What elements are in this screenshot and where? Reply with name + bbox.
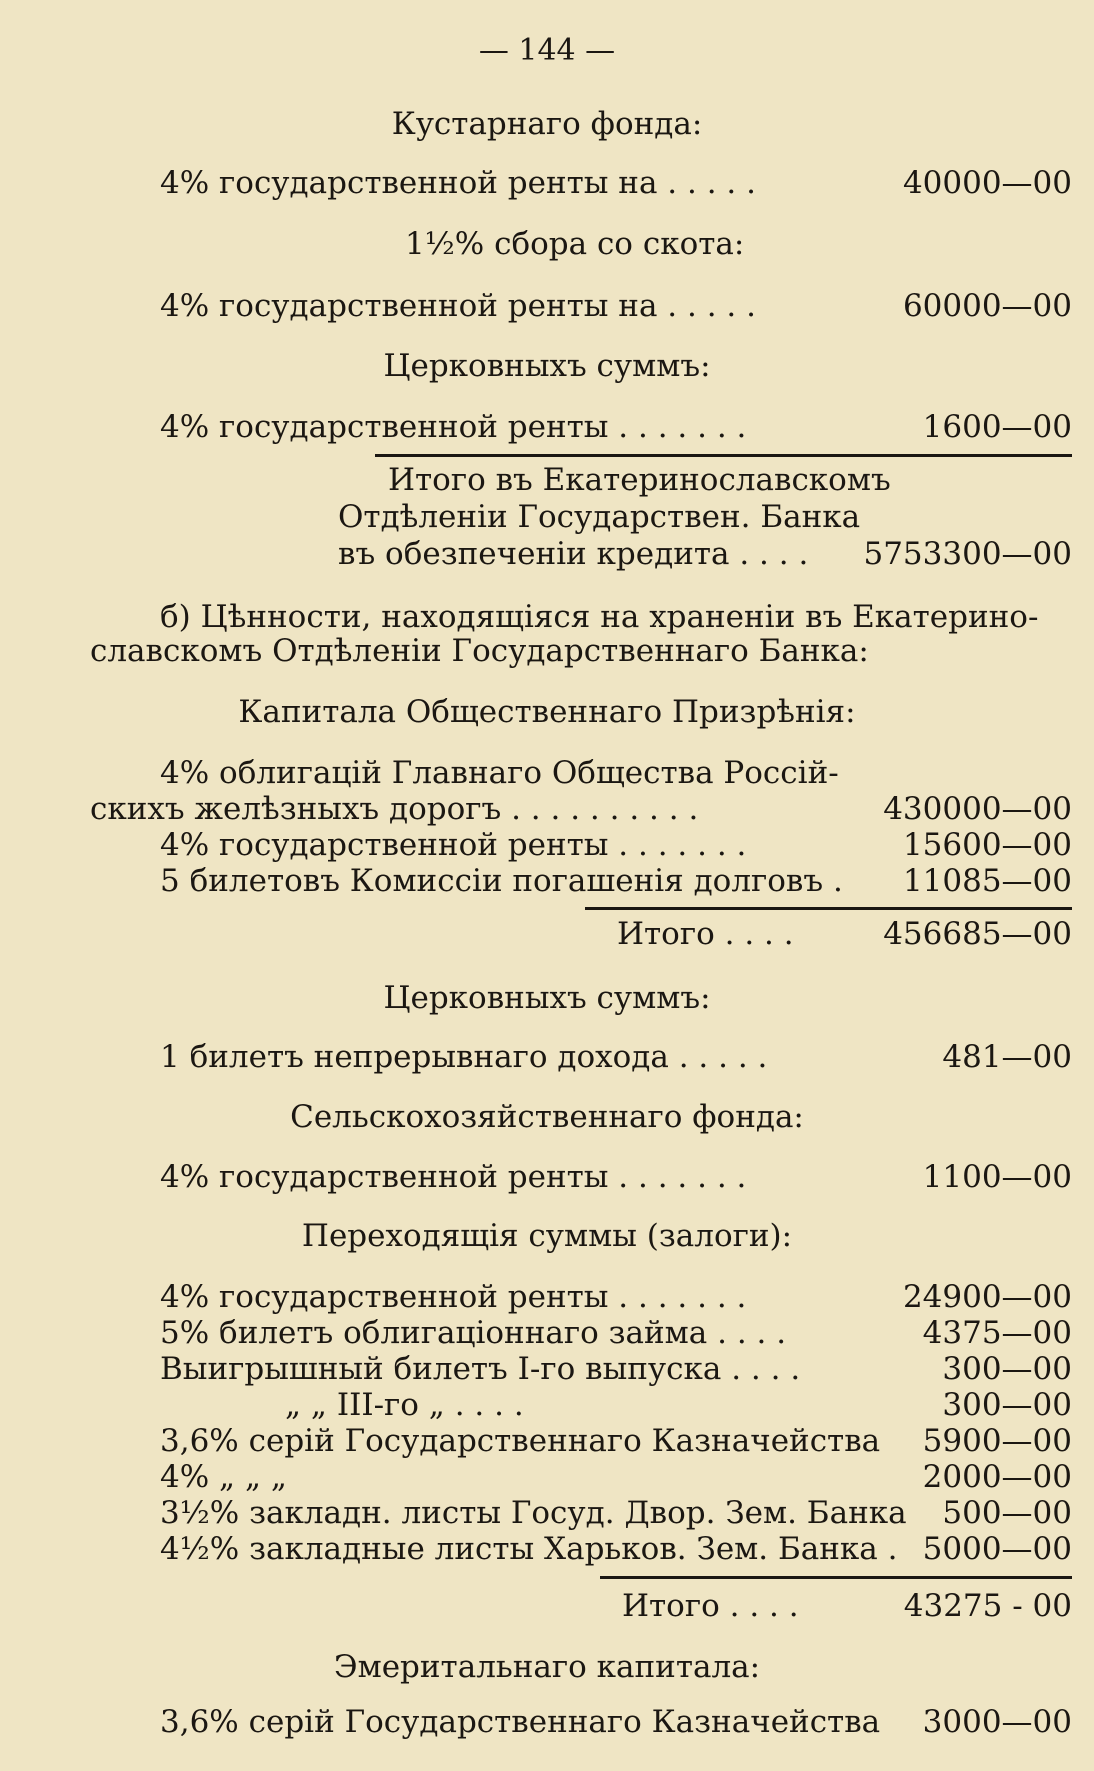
total-ekat-line2: Отдѣленіи Государствен. Банка xyxy=(338,499,861,535)
transit-total-amount: 43275 - 00 xyxy=(903,1588,1072,1624)
section-heading-transit: Переходящія суммы (залоги): xyxy=(301,1218,793,1254)
row-amount: 5900—00 xyxy=(922,1423,1072,1459)
row-label: 4% государственной ренты на . . . . . xyxy=(160,165,756,201)
row-amount: 500—00 xyxy=(942,1495,1072,1531)
row-amount: 300—00 xyxy=(942,1387,1072,1423)
row-amount: 24900—00 xyxy=(902,1279,1072,1315)
section-heading-kustar: Кустарнаго фонда: xyxy=(391,106,703,142)
section-heading-cattle: 1½% сбора со скота: xyxy=(405,226,745,262)
section-heading-agri: Сельскохозяйственнаго фонда: xyxy=(290,1099,804,1135)
total-rule xyxy=(375,454,1072,457)
row-amount: 4375—00 xyxy=(922,1315,1072,1351)
row-label: 4% государственной ренты на . . . . . xyxy=(160,288,756,324)
total-ekat-amount: 5753300—00 xyxy=(863,536,1072,572)
row-amount: 60000—00 xyxy=(902,288,1072,324)
row-label: 4% облигацій Главнаго Общества Россій- xyxy=(160,755,839,791)
row-label: 4% „ „ „ xyxy=(160,1459,287,1495)
row-amount: 1100—00 xyxy=(922,1159,1072,1195)
row-amount: 40000—00 xyxy=(902,165,1072,201)
row-amount: 3000—00 xyxy=(922,1704,1072,1740)
row-label: 4% государственной ренты . . . . . . . xyxy=(160,409,747,445)
section-heading-charity: Капитала Общественнаго Призрѣнія: xyxy=(238,694,856,730)
row-amount: 15600—00 xyxy=(902,827,1072,863)
total-rule xyxy=(585,907,1072,910)
row-label: 4% государственной ренты . . . . . . . xyxy=(160,1159,747,1195)
row-label: 4% государственной ренты . . . . . . . xyxy=(160,827,747,863)
section-b-intro-line2: славскомъ Отдѣленіи Государственнаго Банка: xyxy=(90,633,869,669)
total-ekat-line3: въ обезпеченіи кредита . . . . xyxy=(338,536,809,572)
row-label: 5 билетовъ Комиссіи погашенія долговъ . xyxy=(160,863,843,899)
section-heading-church: Церковныхъ суммъ: xyxy=(383,348,711,384)
row-amount: 300—00 xyxy=(942,1351,1072,1387)
row-label: 4% государственной ренты . . . . . . . xyxy=(160,1279,747,1315)
section-b-intro-line1: б) Цѣнности, находящіяся на храненіи въ Екатерино- xyxy=(160,599,1039,635)
row-label: 3,6% серій Государственнаго Казначейства xyxy=(160,1704,881,1740)
row-amount: 430000—00 xyxy=(883,791,1072,827)
row-label: 4½% закладные листы Харьков. Зем. Банка . xyxy=(160,1531,898,1567)
row-label: 5% билетъ облигаціоннаго займа . . . . xyxy=(160,1315,787,1351)
page-number: — 144 — xyxy=(478,33,616,68)
row-label: „ „ III-го „ . . . . xyxy=(285,1387,524,1423)
row-label: скихъ желѣзныхъ дорогъ . . . . . . . . . . xyxy=(90,791,699,827)
row-label: 3½% закладн. листы Госуд. Двор. Зем. Банка xyxy=(160,1495,907,1531)
row-amount: 481—00 xyxy=(942,1039,1072,1075)
row-label: 1 билетъ непрерывнаго дохода . . . . . xyxy=(160,1039,768,1075)
charity-total-label: Итого . . . . xyxy=(617,916,794,952)
charity-total-amount: 456685—00 xyxy=(883,916,1072,952)
row-amount: 11085—00 xyxy=(902,863,1072,899)
total-rule xyxy=(600,1576,1072,1579)
row-amount: 2000—00 xyxy=(922,1459,1072,1495)
section-heading-emerit: Эмеритальнаго капитала: xyxy=(333,1649,761,1685)
total-ekat-line1: Итого въ Екатеринославскомъ xyxy=(388,462,891,498)
transit-total-label: Итого . . . . xyxy=(622,1588,799,1624)
row-label: Выигрышный билетъ I-го выпуска . . . . xyxy=(160,1351,801,1387)
row-label: 3,6% серій Государственнаго Казначейства xyxy=(160,1423,881,1459)
section-heading-church: Церковныхъ суммъ: xyxy=(383,980,711,1016)
row-amount: 5000—00 xyxy=(922,1531,1072,1567)
row-amount: 1600—00 xyxy=(922,409,1072,445)
